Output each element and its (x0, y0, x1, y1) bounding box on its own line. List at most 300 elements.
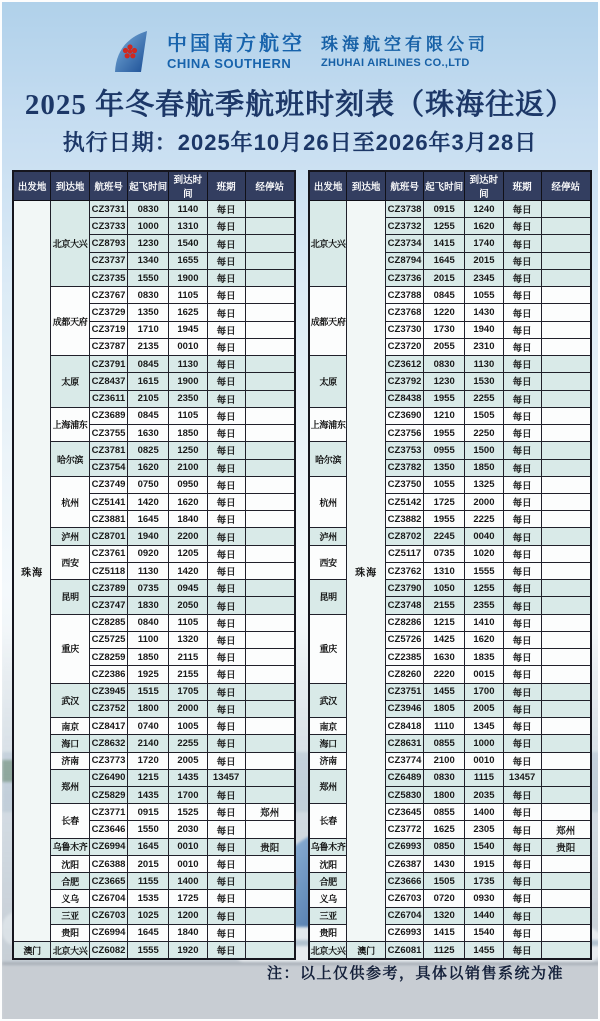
flight-no-cell: CZ3735 (89, 269, 127, 286)
departure-time-cell: 0830 (128, 201, 169, 218)
column-header: 出发地 (13, 171, 51, 201)
arrival-time-cell: 1105 (169, 407, 208, 424)
flight-no-cell: CZ8702 (385, 528, 423, 545)
departure-time-cell: 1505 (424, 873, 465, 890)
arrival-time-cell: 2345 (465, 269, 504, 286)
stopover-cell (245, 338, 295, 355)
flight-no-cell: CZ3748 (385, 597, 423, 614)
days-cell: 每日 (503, 493, 541, 510)
days-cell: 13457 (207, 769, 245, 786)
stopover-cell (541, 735, 591, 752)
flight-no-cell: CZ3761 (89, 545, 127, 562)
city-cell: 重庆 (51, 614, 90, 683)
column-header: 起飞时间 (424, 171, 465, 201)
stopover-cell (541, 890, 591, 907)
days-cell: 每日 (207, 752, 245, 769)
arrival-time-cell: 1400 (169, 873, 208, 890)
disclaimer-note: 注：以上仅供参考，具体以销售系统为准 (266, 965, 564, 982)
departure-time-cell: 1620 (128, 459, 169, 476)
flight-no-cell: CZ3730 (385, 321, 423, 338)
days-cell: 每日 (207, 873, 245, 890)
days-cell: 13457 (503, 769, 541, 786)
flight-no-cell: CZ3881 (89, 511, 127, 528)
departure-time-cell: 0855 (424, 804, 465, 821)
city-cell: 北京大兴 (309, 201, 347, 287)
flight-no-cell: CZ2386 (89, 666, 127, 683)
departure-time-cell: 1430 (424, 855, 465, 872)
departure-time-cell: 0915 (424, 201, 465, 218)
city-cell: 沈阳 (51, 855, 90, 872)
departure-time-cell: 1025 (128, 907, 169, 924)
departure-time-cell: 0830 (424, 769, 465, 786)
flight-no-cell: CZ3756 (385, 425, 423, 442)
flight-row (13, 580, 295, 597)
flight-no-cell: CZ6704 (385, 907, 423, 924)
departure-time-cell: 1725 (424, 493, 465, 510)
city-cell: 成都天府 (309, 287, 347, 356)
flight-no-cell: CZ5829 (89, 786, 127, 803)
stopover-cell (245, 287, 295, 304)
flight-no-cell: CZ3732 (385, 218, 423, 235)
stopover-cell (245, 649, 295, 666)
stopover-cell (541, 304, 591, 321)
column-header: 到达时间 (465, 171, 504, 201)
stopover-cell (541, 700, 591, 717)
flight-no-cell: CZ3946 (385, 700, 423, 717)
arrival-time-cell: 2225 (465, 511, 504, 528)
arrival-time-cell: 2035 (465, 786, 504, 803)
arrival-time-cell: 1530 (465, 373, 504, 390)
days-cell: 每日 (503, 407, 541, 424)
china-southern-cn: 中国南方航空 (167, 33, 305, 55)
flight-no-cell: CZ6703 (385, 890, 423, 907)
departure-time-cell: 0830 (424, 356, 465, 373)
arrival-time-cell: 1140 (169, 201, 208, 218)
days-cell: 每日 (207, 821, 245, 838)
city-cell: 重庆 (309, 614, 347, 683)
china-southern-name-block (167, 32, 305, 72)
column-header: 到达时间 (169, 171, 208, 201)
flight-no-cell: CZ3792 (385, 373, 423, 390)
arrival-time-cell: 2305 (465, 821, 504, 838)
departure-time-cell: 1110 (424, 718, 465, 735)
departure-time-cell: 1125 (424, 942, 465, 959)
arrival-time-cell: 1105 (169, 287, 208, 304)
merged-city-cell: 珠海 (347, 201, 386, 942)
arrival-time-cell: 1840 (169, 924, 208, 941)
flight-row (13, 683, 295, 700)
arrival-time-cell: 2255 (169, 735, 208, 752)
days-cell: 每日 (503, 873, 541, 890)
flight-no-cell: CZ8418 (385, 718, 423, 735)
departure-time-cell: 1215 (424, 614, 465, 631)
arrival-time-cell: 1320 (169, 631, 208, 648)
days-cell: 每日 (503, 390, 541, 407)
days-cell: 每日 (207, 493, 245, 510)
arrival-time-cell: 0945 (169, 580, 208, 597)
stopover-cell (541, 666, 591, 683)
stopover-cell (541, 373, 591, 390)
days-cell: 每日 (207, 287, 245, 304)
column-header: 航班号 (89, 171, 127, 201)
days-cell: 每日 (207, 700, 245, 717)
zhuhai-departures-table (12, 170, 296, 960)
departure-time-cell: 1310 (424, 562, 465, 579)
flight-row (13, 838, 295, 855)
days-cell: 每日 (503, 786, 541, 803)
arrival-time-cell: 2005 (465, 700, 504, 717)
arrival-time-cell: 1435 (169, 769, 208, 786)
stopover-cell (245, 890, 295, 907)
departure-time-cell: 1415 (424, 235, 465, 252)
stopover-cell (245, 942, 295, 959)
arrival-time-cell: 1455 (465, 942, 504, 959)
flight-no-cell: CZ3612 (385, 356, 423, 373)
days-cell: 每日 (207, 924, 245, 941)
city-cell: 长春 (51, 804, 90, 838)
departure-time-cell: 1730 (424, 321, 465, 338)
arrival-time-cell: 1900 (169, 269, 208, 286)
flight-no-cell: CZ8631 (385, 735, 423, 752)
arrival-time-cell: 1505 (465, 407, 504, 424)
departure-time-cell: 2015 (128, 855, 169, 872)
stopover-cell (245, 235, 295, 252)
days-cell: 每日 (207, 442, 245, 459)
arrival-time-cell: 2015 (465, 252, 504, 269)
arrival-time-cell: 1440 (465, 907, 504, 924)
arrival-time-cell: 1735 (465, 873, 504, 890)
departure-time-cell: 1955 (424, 425, 465, 442)
stopover-cell (245, 631, 295, 648)
flight-no-cell: CZ3611 (89, 390, 127, 407)
city-cell: 上海浦东 (309, 407, 347, 441)
days-cell: 每日 (207, 218, 245, 235)
flight-no-cell: CZ3791 (89, 356, 127, 373)
flight-no-cell: CZ3738 (385, 201, 423, 218)
departure-time-cell: 1645 (424, 252, 465, 269)
stopover-cell (245, 201, 295, 218)
arrival-time-cell: 1540 (465, 838, 504, 855)
stopover-cell (245, 304, 295, 321)
arrival-time-cell: 1130 (169, 356, 208, 373)
arrival-time-cell: 1625 (169, 304, 208, 321)
days-cell: 每日 (503, 442, 541, 459)
city-cell: 昆明 (309, 580, 347, 614)
flight-no-cell: CZ3737 (89, 252, 127, 269)
stopover-cell (541, 390, 591, 407)
flight-row (13, 287, 295, 304)
arrival-time-cell: 2355 (465, 597, 504, 614)
days-cell: 每日 (207, 942, 245, 959)
departure-time-cell: 1830 (128, 597, 169, 614)
stopover-cell (245, 597, 295, 614)
flight-no-cell: CZ6993 (385, 924, 423, 941)
flight-row (13, 407, 295, 424)
departure-time-cell: 1645 (128, 924, 169, 941)
flight-row (13, 201, 295, 218)
city-cell: 哈尔滨 (309, 442, 347, 476)
days-cell: 每日 (503, 562, 541, 579)
airlines-logo-row (2, 30, 598, 74)
arrival-time-cell: 1655 (169, 252, 208, 269)
flight-no-cell: CZ3736 (385, 269, 423, 286)
departures-table (12, 170, 296, 960)
stopover-cell (245, 580, 295, 597)
flight-row (13, 718, 295, 735)
days-cell: 每日 (503, 459, 541, 476)
arrival-time-cell: 1840 (169, 511, 208, 528)
departure-time-cell: 1210 (424, 407, 465, 424)
arrival-time-cell: 1205 (169, 545, 208, 562)
departure-time-cell: 1220 (424, 304, 465, 321)
departure-time-cell: 1320 (424, 907, 465, 924)
days-cell: 每日 (503, 907, 541, 924)
arrival-time-cell: 1000 (465, 735, 504, 752)
flight-no-cell: CZ3731 (89, 201, 127, 218)
city-cell: 南京 (309, 718, 347, 735)
stopover-cell (541, 580, 591, 597)
flight-no-cell: CZ8438 (385, 390, 423, 407)
city-cell: 西安 (51, 545, 90, 579)
zhuhai-airlines-cn: 珠海航空有限公司 (321, 35, 489, 54)
arrival-time-cell: 0010 (169, 855, 208, 872)
days-cell: 每日 (207, 373, 245, 390)
flight-no-cell: CZ3754 (89, 459, 127, 476)
arrival-time-cell: 2000 (465, 493, 504, 510)
flight-no-cell: CZ8701 (89, 528, 127, 545)
stopover-cell: 郑州 (541, 821, 591, 838)
city-cell: 海口 (309, 735, 347, 752)
days-cell: 每日 (503, 356, 541, 373)
china-southern-tail-icon (111, 30, 151, 74)
departure-time-cell: 1630 (424, 649, 465, 666)
departure-time-cell: 1055 (424, 476, 465, 493)
stopover-cell (245, 390, 295, 407)
days-cell: 每日 (207, 476, 245, 493)
days-cell: 每日 (207, 459, 245, 476)
stopover-cell (541, 614, 591, 631)
flight-no-cell: CZ8794 (385, 252, 423, 269)
arrival-time-cell: 0930 (465, 890, 504, 907)
arrival-time-cell: 2200 (169, 528, 208, 545)
flight-no-cell: CZ3750 (385, 476, 423, 493)
city-cell: 泸州 (309, 528, 347, 545)
departure-time-cell: 1625 (424, 821, 465, 838)
days-cell: 每日 (503, 476, 541, 493)
flight-no-cell: CZ5142 (385, 493, 423, 510)
arrival-time-cell: 1325 (465, 476, 504, 493)
flight-no-cell: CZ6490 (89, 769, 127, 786)
arrival-time-cell: 2155 (169, 666, 208, 683)
flight-no-cell: CZ3771 (89, 804, 127, 821)
stopover-cell (541, 476, 591, 493)
stopover-cell (541, 769, 591, 786)
flight-no-cell: CZ3753 (385, 442, 423, 459)
flight-no-cell: CZ3646 (89, 821, 127, 838)
departure-time-cell: 0845 (128, 407, 169, 424)
flight-row (13, 528, 295, 545)
stopover-cell (541, 631, 591, 648)
days-cell: 每日 (503, 338, 541, 355)
flight-no-cell: CZ3787 (89, 338, 127, 355)
flight-no-cell: CZ3762 (385, 562, 423, 579)
departure-time-cell: 0840 (128, 614, 169, 631)
stopover-cell (245, 356, 295, 373)
city-cell: 昆明 (51, 580, 90, 614)
column-header: 到达地 (347, 171, 386, 201)
stopover-cell (245, 562, 295, 579)
days-cell: 每日 (207, 338, 245, 355)
stopover-cell (245, 924, 295, 941)
stopover-cell (541, 528, 591, 545)
days-cell: 每日 (207, 390, 245, 407)
flight-no-cell: CZ3749 (89, 476, 127, 493)
city-cell: 上海浦东 (51, 407, 90, 441)
days-cell: 每日 (207, 718, 245, 735)
stopover-cell (541, 252, 591, 269)
flight-no-cell: CZ3882 (385, 511, 423, 528)
flight-row (13, 735, 295, 752)
flight-row (13, 442, 295, 459)
arrivals-table (308, 170, 592, 960)
arrival-time-cell: 1620 (169, 493, 208, 510)
stopover-cell (541, 718, 591, 735)
arrival-time-cell: 1525 (169, 804, 208, 821)
departure-time-cell: 1515 (128, 683, 169, 700)
arrival-time-cell: 1850 (169, 425, 208, 442)
city-cell: 贵阳 (309, 924, 347, 941)
arrival-time-cell: 1430 (465, 304, 504, 321)
arrival-time-cell: 1620 (465, 631, 504, 648)
flight-no-cell: CZ3719 (89, 321, 127, 338)
arrival-time-cell: 1310 (169, 218, 208, 235)
stopover-cell (541, 459, 591, 476)
days-cell: 每日 (503, 683, 541, 700)
departure-time-cell: 2140 (128, 735, 169, 752)
stopover-cell (541, 942, 591, 959)
flight-no-cell: CZ5830 (385, 786, 423, 803)
stopover-cell (541, 683, 591, 700)
departure-time-cell: 0735 (424, 545, 465, 562)
flight-no-cell: CZ3788 (385, 287, 423, 304)
arrival-time-cell: 2030 (169, 821, 208, 838)
days-cell: 每日 (503, 718, 541, 735)
city-cell: 三亚 (309, 907, 347, 924)
days-cell: 每日 (503, 821, 541, 838)
stopover-cell (245, 459, 295, 476)
flight-no-cell: CZ8793 (89, 235, 127, 252)
flight-row (13, 873, 295, 890)
flight-no-cell: CZ5117 (385, 545, 423, 562)
arrival-time-cell: 1255 (465, 580, 504, 597)
departure-time-cell: 1255 (424, 218, 465, 235)
days-cell: 每日 (207, 304, 245, 321)
departure-time-cell: 0855 (424, 735, 465, 752)
departure-time-cell: 0825 (128, 442, 169, 459)
days-cell: 每日 (503, 218, 541, 235)
flight-row (13, 890, 295, 907)
days-cell: 每日 (503, 201, 541, 218)
arrival-time-cell: 2005 (169, 752, 208, 769)
days-cell: 每日 (503, 890, 541, 907)
flight-no-cell: CZ5118 (89, 562, 127, 579)
city-cell: 贵阳 (51, 924, 90, 941)
flight-row (13, 942, 295, 959)
flight-no-cell: CZ3789 (89, 580, 127, 597)
days-cell: 每日 (207, 425, 245, 442)
stopover-cell: 郑州 (245, 804, 295, 821)
departure-time-cell: 1720 (128, 752, 169, 769)
days-cell: 每日 (207, 649, 245, 666)
departure-time-cell: 1230 (424, 373, 465, 390)
stopover-cell (245, 700, 295, 717)
city-cell: 长春 (309, 804, 347, 838)
flight-no-cell: CZ8417 (89, 718, 127, 735)
stopover-cell (541, 287, 591, 304)
arrival-time-cell: 2000 (169, 700, 208, 717)
flight-row (13, 924, 295, 941)
flight-no-cell: CZ6994 (89, 924, 127, 941)
departure-time-cell: 1555 (128, 942, 169, 959)
china-southern-en: CHINA SOUTHERN (167, 56, 292, 71)
stopover-cell (245, 718, 295, 735)
arrival-time-cell: 1850 (465, 459, 504, 476)
flight-no-cell: CZ5726 (385, 631, 423, 648)
arrival-time-cell: 1915 (465, 855, 504, 872)
arrival-time-cell: 2310 (465, 338, 504, 355)
flight-row (13, 855, 295, 872)
days-cell: 每日 (503, 924, 541, 941)
column-header: 经停站 (541, 171, 591, 201)
stopover-cell (541, 873, 591, 890)
departure-time-cell: 1420 (128, 493, 169, 510)
header-row (13, 171, 295, 201)
days-cell: 每日 (207, 545, 245, 562)
arrival-time-cell: 0010 (465, 752, 504, 769)
days-cell: 每日 (207, 528, 245, 545)
arrival-time-cell: 2050 (169, 597, 208, 614)
flight-no-cell: CZ3690 (385, 407, 423, 424)
arrival-time-cell: 1420 (169, 562, 208, 579)
flight-no-cell: CZ6082 (89, 942, 127, 959)
departure-time-cell: 1955 (424, 390, 465, 407)
arrival-time-cell: 2250 (465, 425, 504, 442)
days-cell: 每日 (503, 511, 541, 528)
departure-time-cell: 0955 (424, 442, 465, 459)
departure-time-cell: 0845 (424, 287, 465, 304)
zhuhai-airlines-en: ZHUHAI AIRLINES CO.,LTD (321, 57, 470, 69)
arrival-time-cell: 2100 (169, 459, 208, 476)
departure-time-cell: 1350 (424, 459, 465, 476)
days-cell: 每日 (207, 356, 245, 373)
stopover-cell (541, 649, 591, 666)
city-cell: 义乌 (51, 890, 90, 907)
flight-no-cell: CZ3747 (89, 597, 127, 614)
flight-row (13, 752, 295, 769)
stopover-cell (541, 786, 591, 803)
days-cell: 每日 (503, 614, 541, 631)
stopover-cell (245, 425, 295, 442)
departure-time-cell: 1800 (424, 786, 465, 803)
departure-time-cell: 1425 (424, 631, 465, 648)
city-cell: 太原 (309, 356, 347, 408)
arrival-time-cell: 0015 (465, 666, 504, 683)
stopover-cell (541, 855, 591, 872)
days-cell: 每日 (503, 252, 541, 269)
city-cell: 杭州 (51, 476, 90, 528)
days-cell: 每日 (207, 804, 245, 821)
arrival-time-cell: 1705 (169, 683, 208, 700)
